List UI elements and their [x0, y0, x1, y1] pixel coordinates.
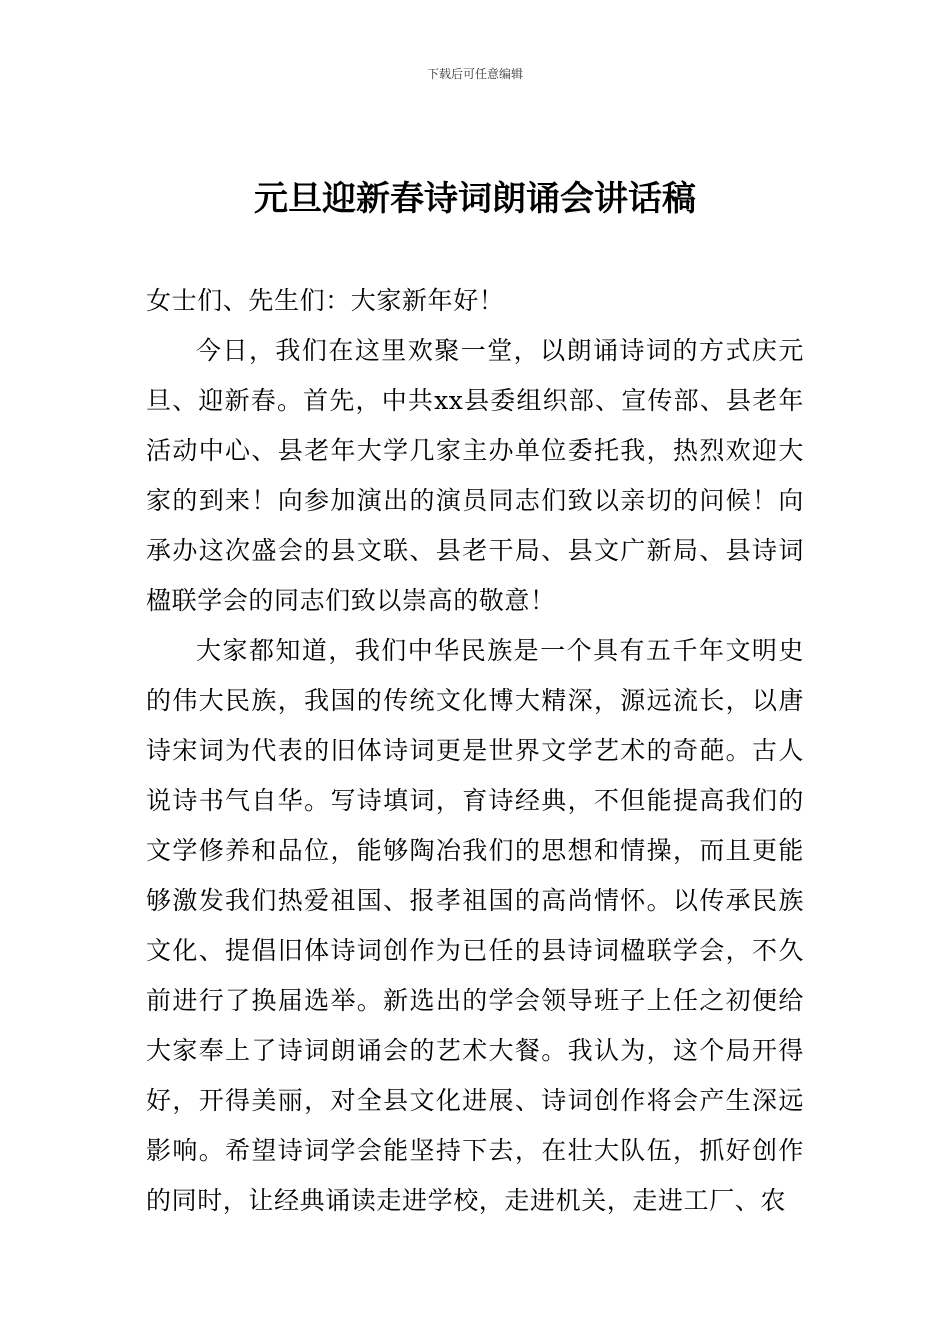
greeting-line: 女士们、先生们：大家新年好！	[146, 286, 505, 315]
document-title: 元旦迎新春诗词朗诵会讲话稿	[254, 179, 696, 219]
document-body	[146, 276, 804, 1226]
body-paragraph-1: 今日，我们在这里欢聚一堂，以朗诵诗词的方式庆元旦、迎新春。首先，中共xx县委组织部、宣传部、县老年活动中心、县老年大学几家主办单位委托我，热烈欢迎大家的到来！向参加演出的演员同志们致以亲切的问候！向承办这次盛会的县文联、县老干局、县文广新局、县诗词楹联学会的同志们致以崇高的敬意！	[146, 336, 804, 615]
body-paragraph-2: 大家都知道，我们中华民族是一个具有五千年文明史的伟大民族，我国的传统文化博大精深，源远流长，以唐诗宋词为代表的旧体诗词更是世界文学艺术的奇葩。古人说诗书气自华。写诗填词，育诗经典，不但能提高我们的文学修养和品位，能够陶冶我们的思想和情操，而且更能够激发我们热爱祖国、报孝祖国的高尚情怀。以传承民族文化、提倡旧体诗词创作为已任的县诗词楹联学会，不久前进行了换届选举。新选出的学会领导班子上任之初便给大家奉上了诗词朗诵会的艺术大餐。我认为，这个局开得好，开得美丽，对全县文化进展、诗词创作将会产生深远影响。希望诗词学会能坚持下去，在壮大队伍，抓好创作的同时，让经典诵读走进学校，走进机关，走进工厂、农	[146, 636, 804, 1215]
page-header-note: 下载后可任意编辑	[426, 67, 523, 81]
